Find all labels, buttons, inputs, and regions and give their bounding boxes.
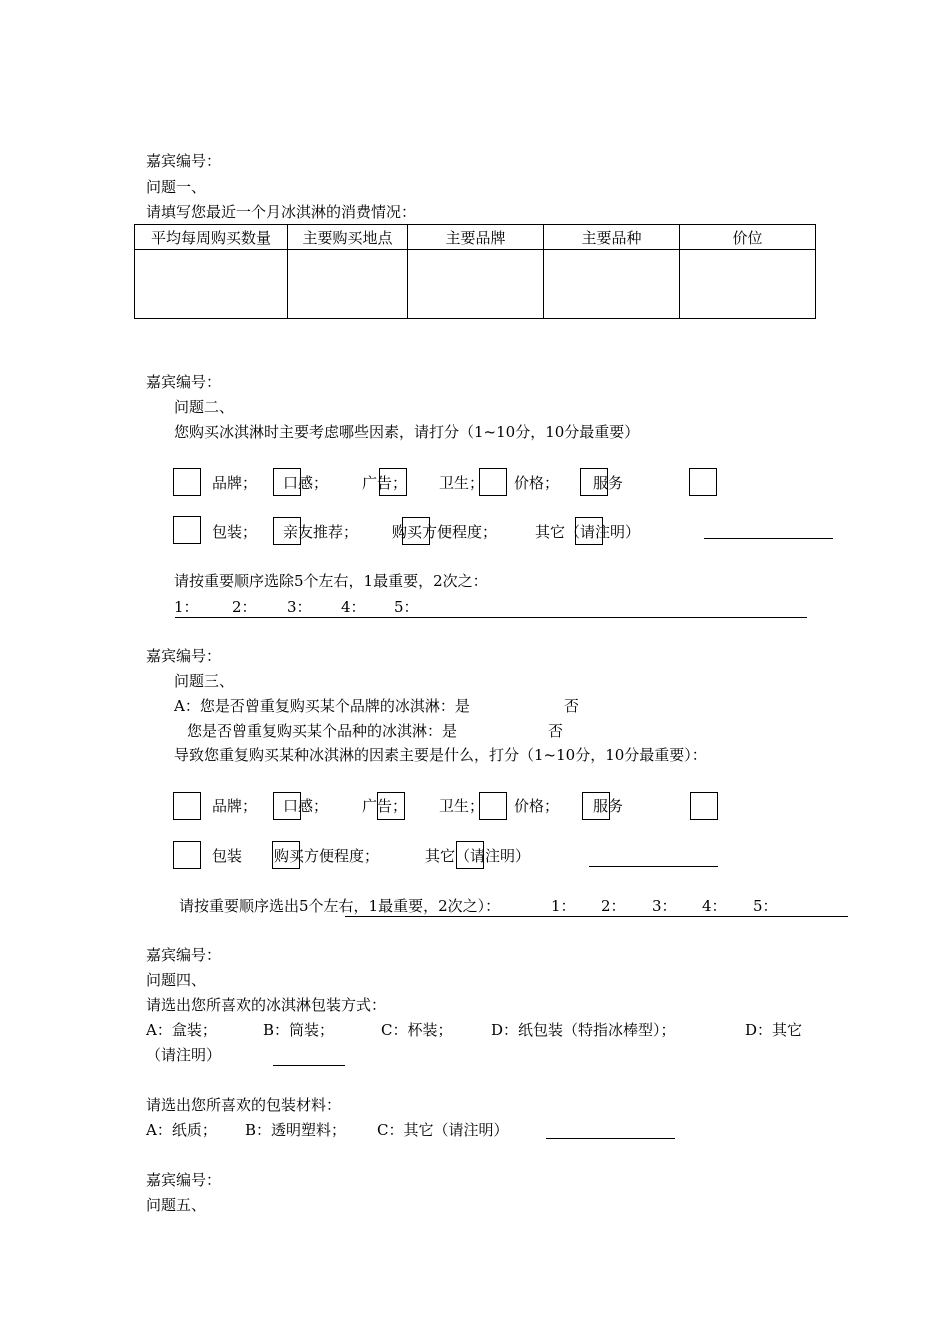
- q3-line-a: A：您是否曾重复购买某个品牌的冰淇淋：是: [174, 697, 470, 715]
- table-cell-input[interactable]: [408, 250, 544, 319]
- table-cell-input[interactable]: [135, 250, 288, 319]
- q4-option-b[interactable]: B：筒装；: [263, 1021, 335, 1039]
- q3-line-b: 您是否曾重复购买某个品种的冰淇淋：是: [187, 722, 458, 740]
- q2-factor-label: 卫生；: [439, 474, 485, 492]
- q4-option-other[interactable]: D：其它: [745, 1021, 803, 1039]
- q4-material-write-line[interactable]: [546, 1138, 675, 1139]
- q4-prompt: 请选出您所喜欢的冰淇淋包装方式：: [146, 996, 387, 1014]
- q3-factor-label: 购买方便程度；: [274, 847, 380, 865]
- q2-factor-label: 品牌；: [212, 474, 258, 492]
- column-header: 主要购买地点: [288, 225, 408, 250]
- q3-rank-prompt: 请按重要顺序选出5个左右，1最重要，2次之）：: [179, 897, 501, 915]
- q4-material-b[interactable]: B：透明塑料；: [245, 1121, 347, 1139]
- rank-label: 2：: [601, 897, 626, 915]
- guest-id-label: 嘉宾编号：: [146, 373, 222, 391]
- q3-brand-score-box[interactable]: [173, 792, 201, 820]
- q2-factor-label: 其它（请注明）: [535, 523, 641, 541]
- table-cell-input[interactable]: [544, 250, 680, 319]
- q3-factor-label: 品牌；: [212, 797, 258, 815]
- q3-no-b[interactable]: 否: [548, 722, 564, 740]
- q3-factor-label: 其它（请注明）: [425, 847, 531, 865]
- guest-id-label: 嘉宾编号：: [146, 152, 222, 170]
- q3-title: 问题三、: [174, 672, 235, 690]
- guest-id-label: 嘉宾编号：: [146, 1171, 222, 1189]
- q3-factor-label: 卫生；: [439, 797, 485, 815]
- q4-material-a[interactable]: A：纸质；: [146, 1121, 217, 1139]
- q2-factor-label: 购买方便程度；: [392, 523, 498, 541]
- q3-factor-label: 包装: [212, 847, 243, 865]
- q3-factor-label: 广告；: [362, 797, 408, 815]
- q2-rank-prompt: 请按重要顺序选除5个左右，1最重要，2次之：: [174, 572, 488, 590]
- q4-option-a[interactable]: A：盒装；: [146, 1021, 217, 1039]
- q4-option-d[interactable]: D：纸包装（特指冰棒型）；: [491, 1021, 676, 1039]
- table-row: [135, 250, 816, 319]
- q3-service-score-box[interactable]: [690, 792, 718, 820]
- q2-factor-label: 包装；: [212, 523, 258, 541]
- rank-label: 1：: [174, 598, 199, 616]
- rank-label: 3：: [287, 598, 312, 616]
- q1-consumption-table: [134, 224, 816, 319]
- q2-brand-score-box[interactable]: [173, 468, 201, 496]
- q4-material-c[interactable]: C：其它（请注明）: [377, 1121, 509, 1139]
- q4-option-c[interactable]: C：杯装；: [381, 1021, 453, 1039]
- rank-label: 4：: [341, 598, 366, 616]
- q2-packaging-score-box[interactable]: [173, 516, 201, 544]
- q2-other-write-line[interactable]: [704, 538, 833, 539]
- q4-other-write-line[interactable]: [273, 1065, 345, 1066]
- q1-prompt: 请填写您最近一个月冰淇淋的消费情况：: [146, 203, 417, 221]
- q3-rank-write-line[interactable]: [345, 916, 848, 917]
- rank-label: 4：: [702, 897, 727, 915]
- column-header: 主要品牌: [408, 225, 544, 250]
- q2-factor-label: 广告；: [362, 474, 408, 492]
- q1-title: 问题一、: [146, 178, 207, 196]
- q4-title: 问题四、: [146, 971, 207, 989]
- table-cell-input[interactable]: [288, 250, 408, 319]
- rank-label: 2：: [232, 598, 257, 616]
- q3-factor-label: 口感；: [283, 797, 329, 815]
- q2-prompt: 您购买冰淇淋时主要考虑哪些因素，请打分（1~10分，10分最重要）: [174, 423, 640, 441]
- column-header: 平均每周购买数量: [135, 225, 288, 250]
- q2-factor-label: 价格；: [514, 474, 560, 492]
- table-header-row: [135, 225, 816, 250]
- q3-factor-label: 服务: [593, 797, 624, 815]
- q2-factor-label: 服务: [593, 474, 624, 492]
- q3-prompt: 导致您重复购买某种冰淇淋的因素主要是什么，打分（1~10分，10分最重要）：: [174, 746, 707, 764]
- q2-factor-label: 亲友推荐；: [283, 523, 359, 541]
- rank-label: 5：: [753, 897, 778, 915]
- guest-id-label: 嘉宾编号：: [146, 647, 222, 665]
- q2-factor-label: 口感；: [283, 474, 329, 492]
- q2-service-score-box[interactable]: [689, 468, 717, 496]
- q3-packaging-score-box[interactable]: [173, 841, 201, 869]
- q3-no-a[interactable]: 否: [564, 697, 580, 715]
- column-header: 主要品种: [544, 225, 680, 250]
- rank-label: 3：: [652, 897, 677, 915]
- q4-other-note: （请注明）: [146, 1046, 222, 1064]
- q4-material-prompt: 请选出您所喜欢的包装材料：: [146, 1096, 342, 1114]
- q3-factor-label: 价格；: [514, 797, 560, 815]
- table-cell-input[interactable]: [680, 250, 816, 319]
- q5-title: 问题五、: [146, 1196, 207, 1214]
- rank-label: 5：: [394, 598, 419, 616]
- guest-id-label: 嘉宾编号：: [146, 946, 222, 964]
- column-header: 价位: [680, 225, 816, 250]
- q2-rank-write-line[interactable]: [175, 617, 807, 618]
- q2-title: 问题二、: [174, 398, 235, 416]
- q3-other-write-line[interactable]: [589, 866, 718, 867]
- rank-label: 1：: [551, 897, 576, 915]
